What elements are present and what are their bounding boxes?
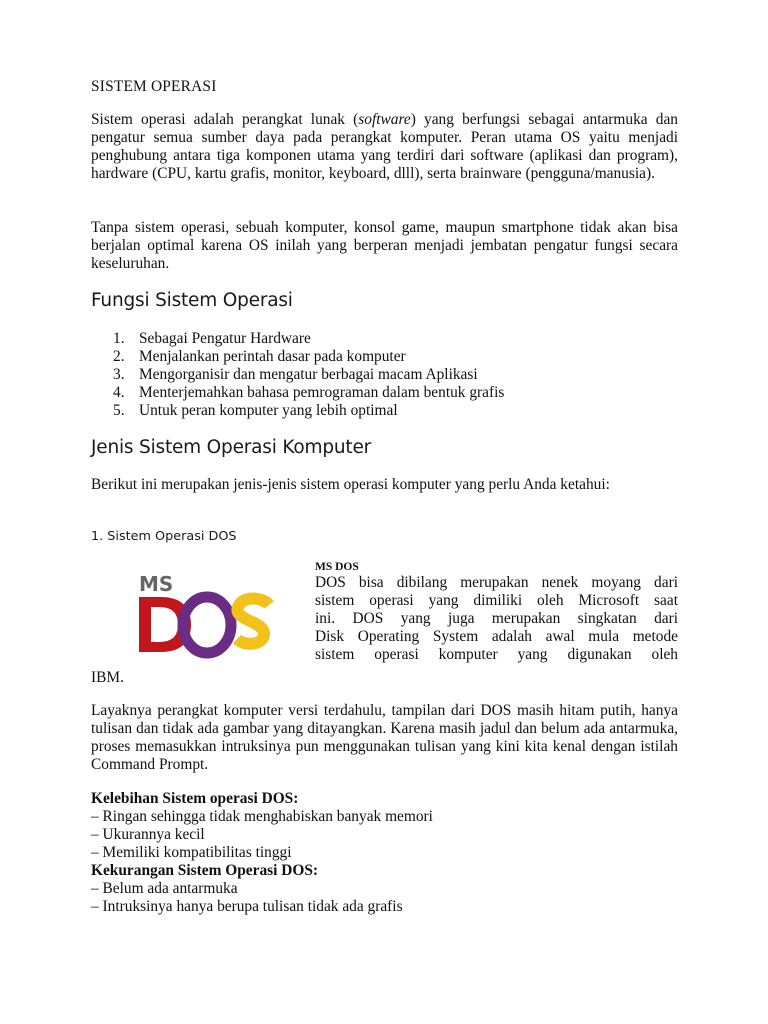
fungsi-list [113, 330, 504, 420]
dos-line: DOS bisa dibilang merupakan nenek moyang dari [315, 574, 678, 591]
intro-text-2: ) yang berfungsi sebagai antarmuka dan pengatur semua sumber daya pada perangkat komputer. Peran utama OS yaitu menjadi penghubung antara tiga komponen utama yang terdiri dari software (aplikasi dan program), hardware (CPU, kartu grafis, monitor, keyboard, dlll), serta brainware (pengguna/manusia). [91, 111, 678, 182]
dos-line: sistem operasi komputer yang digunakan oleh [315, 646, 678, 663]
logo-ms-text: MS [139, 572, 174, 596]
kekurangan-heading: Kekurangan Sistem Operasi DOS: [91, 862, 319, 879]
intro-paragraph [91, 111, 678, 183]
dos-line: Disk Operating System adalah awal mula metode [315, 628, 678, 645]
list-item: 5. Untuk peran komputer yang lebih optimal [113, 402, 398, 419]
dos-line: sistem operasi yang dimiliki oleh Microsoft saat [315, 592, 678, 609]
list-item: 1. Sebagai Pengatur Hardware [113, 330, 311, 347]
list-item: – Ringan sehingga tidak menghabiskan banyak memori [91, 808, 433, 825]
ms-dos-label: MS DOS [315, 561, 359, 573]
ms-dos-logo [91, 565, 296, 665]
dos-line: ini. DOS yang juga merupakan singkatan dari [315, 610, 678, 627]
dos-description [315, 561, 678, 664]
kelebihan-list [91, 808, 433, 862]
list-item: 3. Mengorganisir dan mengatur berbagai macam Aplikasi [113, 366, 478, 383]
list-item: – Ukurannya kecil [91, 826, 205, 843]
list-item: – Belum ada antarmuka [91, 880, 238, 897]
list-item: 4. Menterjemahkan bahasa pemrograman dalam bentuk grafis [113, 384, 505, 401]
list-item: – Intruksinya hanya berupa tulisan tidak ada grafis [91, 898, 403, 915]
heading-jenis: Jenis Sistem Operasi Komputer [91, 437, 372, 458]
kekurangan-list [91, 880, 403, 916]
dos-paragraph: Layaknya perangkat komputer versi terdahulu, tampilan dari DOS masih hitam putih, hanya tulisan dan tidak ada gambar yang ditayangkan. Karena masih jadul dan belum ada antarmuka, proses memasukkan intruksinya pun menggunakan tulisan yang kini kita kenal dengan istilah Command Prompt. [91, 702, 678, 773]
list-item: 2. Menjalankan perintah dasar pada komputer [113, 348, 406, 365]
heading-fungsi: Fungsi Sistem Operasi [91, 290, 293, 311]
list-item: – Memiliki kompatibilitas tinggi [91, 844, 292, 861]
logo-s-letter [237, 599, 269, 644]
intro-italic: software [358, 111, 411, 128]
jenis-intro: Berikut ini merupakan jenis-jenis sistem operasi komputer yang perlu Anda ketahui: [91, 476, 610, 493]
page-title: SISTEM OPERASI [91, 78, 217, 95]
dos-desc-tail: IBM. [91, 669, 124, 686]
heading-dos: 1. Sistem Operasi DOS [91, 529, 237, 544]
intro-text-1: Sistem operasi adalah perangkat lunak ( [91, 111, 359, 128]
paragraph-2: Tanpa sistem operasi, sebuah komputer, konsol game, maupun smartphone tidak akan bisa berjalan optimal karena OS inilah yang berperan menjadi jembatan pengatur fungsi secara keseluruhan. [91, 219, 678, 272]
kelebihan-heading: Kelebihan Sistem operasi DOS: [91, 790, 299, 807]
